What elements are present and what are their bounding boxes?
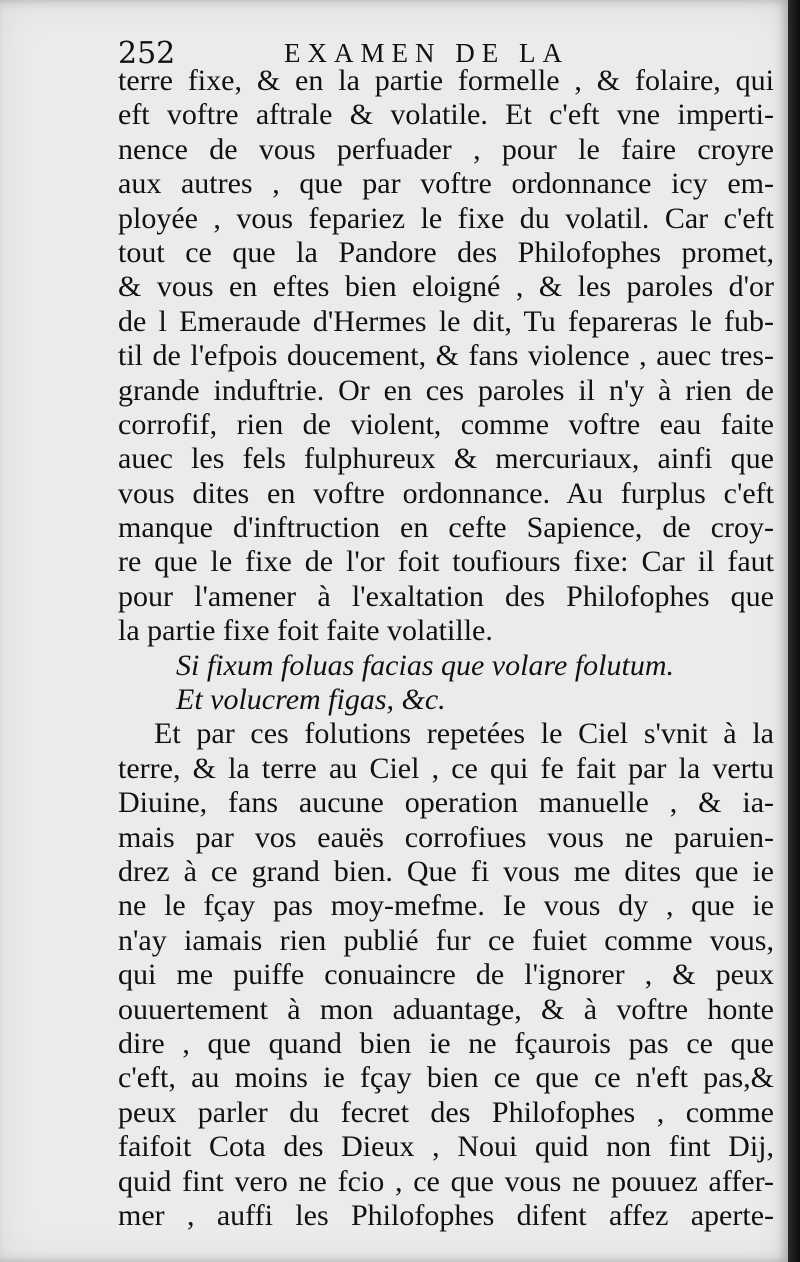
text-line: til de l'efpois doucement, & fans violence , auec tres- xyxy=(118,339,774,373)
running-head: EXAMEN DE LA xyxy=(284,38,569,68)
text-line: Et par ces folutions repetées le Ciel s'vnit à la xyxy=(154,717,774,751)
text-line: ouuertement à mon aduantage, & à voftre honte xyxy=(118,992,774,1026)
text-line: terre, & la terre au Ciel , ce qui fe fait par la vertu xyxy=(118,751,774,785)
text-line: de l Emeraude d'Hermes le dit, Tu fepareras le fub- xyxy=(118,304,774,338)
text-line: peux parler du fecret des Philofophes , comme xyxy=(118,1095,774,1129)
text-line: ployée , vous fepariez le fixe du volatil. Car c'eft xyxy=(118,201,774,235)
text-line: pour l'amener à l'exaltation des Philofophes que xyxy=(118,579,774,613)
text-line: vous dites en voftre ordonnance. Au furplus c'eft xyxy=(118,476,774,510)
text-line: dire , que quand bien ie ne fçaurois pas ce que xyxy=(118,1026,774,1060)
text-line: grande induftrie. Or en ces paroles il n'y à rien de xyxy=(118,373,774,407)
verse-line: Et volucrem figas, &c. xyxy=(176,683,446,717)
text-line: quid fint vero ne fcio , ce que vous ne pouuez affer- xyxy=(118,1164,774,1198)
text-line: drez à ce grand bien. Que fi vous me dites que ie xyxy=(118,854,774,888)
text-line: la partie fixe foit faite volatille. xyxy=(118,614,493,648)
text-line: manque d'inftruction en cefte Sapience, de croy- xyxy=(118,511,774,545)
text-line: nence de vous perfuader , pour le faire croyre xyxy=(118,132,774,166)
text-line: Diuine, fans aucune operation manuelle , & ia- xyxy=(118,786,774,820)
text-line: eft voftre aftrale & volatile. Et c'eft vne imperti- xyxy=(118,98,774,132)
text-line: n'ay iamais rien publié fur ce fuiet comme vous, xyxy=(118,923,774,957)
book-spine-shadow xyxy=(788,0,800,1262)
verse-line: Si fixum foluas facias que volare folutum. xyxy=(176,648,675,682)
text-line: ne le fçay pas moy-mefme. Ie vous dy , que ie xyxy=(118,889,774,923)
text-line: re que le fixe de l'or foit toufiours fixe: Car il faut xyxy=(118,545,774,579)
text-line: & vous en eftes bien eloigné , & les paroles d'or xyxy=(118,270,774,304)
text-line: faifoit Cota des Dieux , Noui quid non fint Dij, xyxy=(118,1130,774,1164)
text-line: corrofif, rien de violent, comme voftre eau faite xyxy=(118,407,774,441)
text-line: terre fixe, & en la partie formelle , & folaire, qui xyxy=(118,64,774,97)
text-line: mais par vos eauës corrofiues vous ne paruien- xyxy=(118,820,774,854)
body-text xyxy=(118,64,774,1233)
text-line: c'eft, au moins ie fçay bien ce que ce n'eft pas,& xyxy=(118,1061,774,1095)
text-line: tout ce que la Pandore des Philofophes promet, xyxy=(118,235,774,269)
page-number: 252 xyxy=(118,36,176,71)
text-line: mer , auffi les Philofophes difent affez aperte- xyxy=(118,1198,774,1232)
text-line: aux autres , que par voftre ordonnance icy em- xyxy=(118,167,774,201)
text-line: qui me puiffe conuaincre de l'ignorer , & peux xyxy=(118,958,774,992)
text-line: auec les fels fulphureux & mercuriaux, ainfi que xyxy=(118,442,774,476)
